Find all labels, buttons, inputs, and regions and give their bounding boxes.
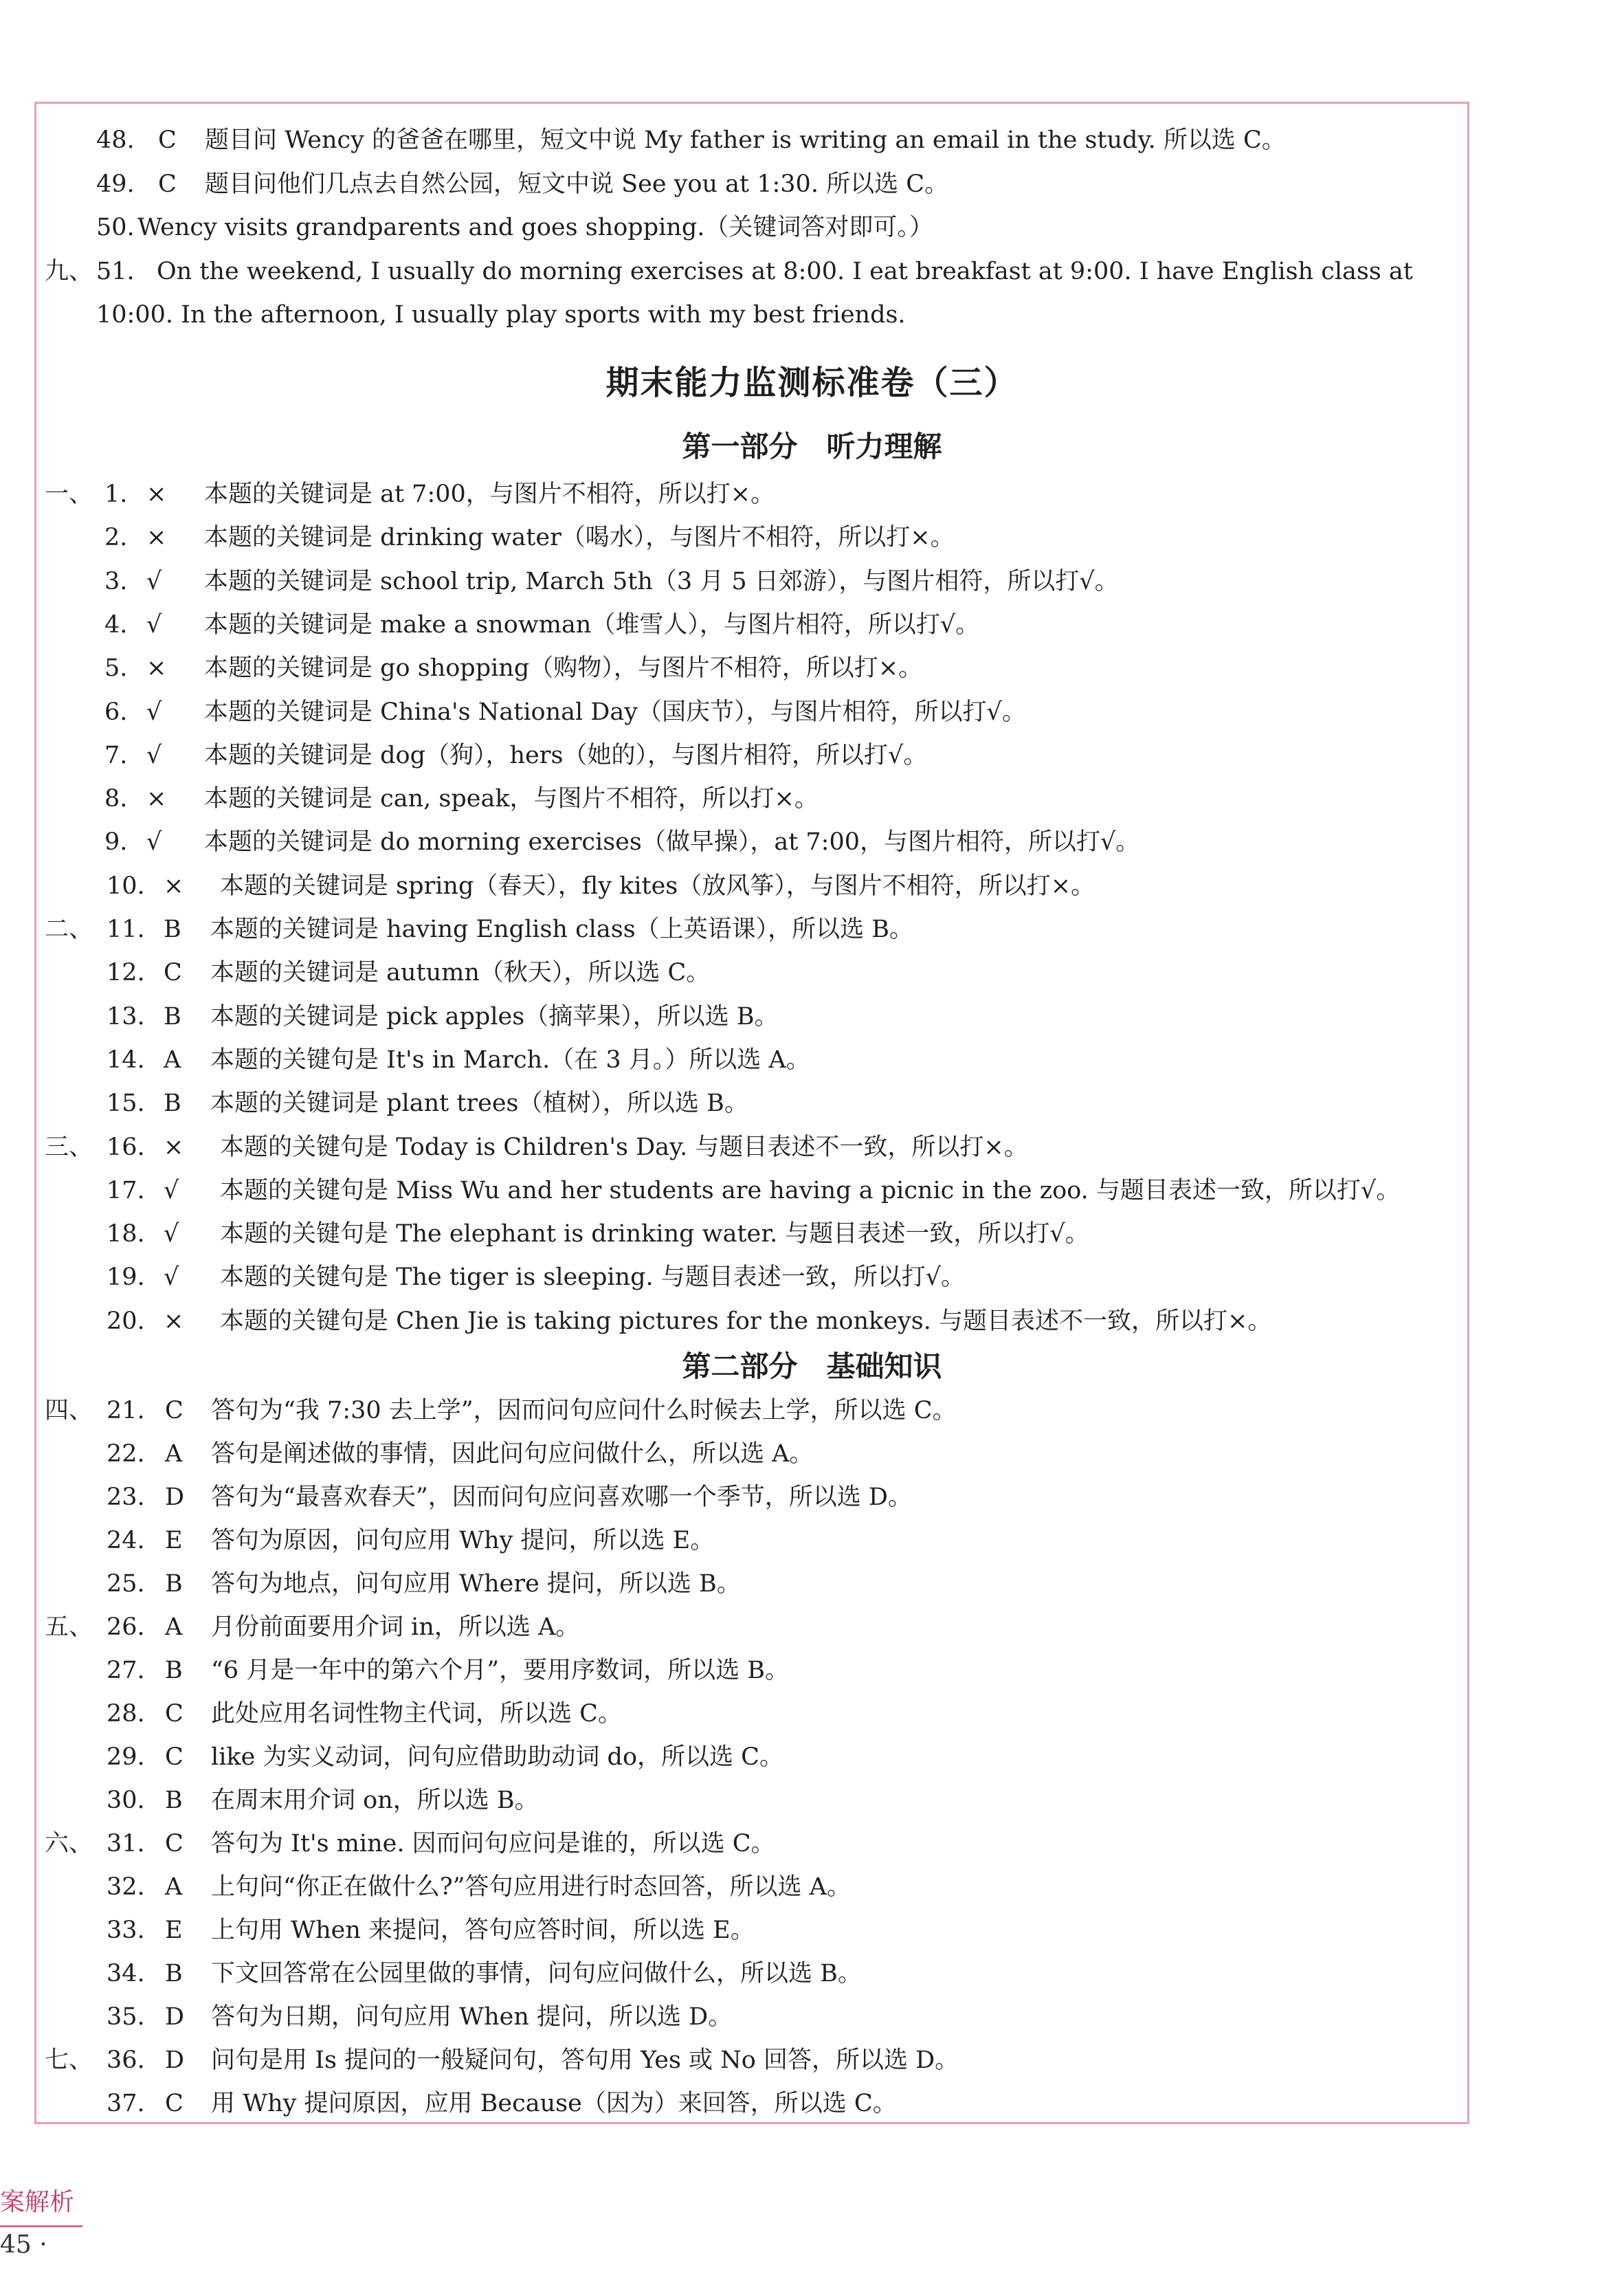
answer-line <box>0 2090 1581 2117</box>
answer-key: B <box>164 1002 181 1030</box>
explanation-text: 本题的关键词是 make a snowman（堆雪人），与图片相符，所以打√。 <box>204 610 980 639</box>
answer-key: √ <box>164 1176 179 1204</box>
question-number: 35. <box>107 2003 145 2031</box>
answer-key: √ <box>164 1264 179 1292</box>
explanation-text: 本题的关键词是 dog（狗），hers（她的），与图片相符，所以打√。 <box>204 741 928 769</box>
question-number: 23. <box>107 1484 145 1511</box>
answer-line <box>0 481 1581 508</box>
explanation-text: 本题的关键句是 It's in March.（在 3 月。）所以选 A。 <box>210 1046 810 1074</box>
explanation-text: 问句是用 Is 提问的一般疑问句，答句用 Yes 或 No 回答，所以选 D。 <box>211 2047 959 2074</box>
section-marker: 一、 <box>45 481 93 508</box>
answer-line <box>0 611 1581 639</box>
answer-key: × <box>146 785 167 813</box>
question-number: 31. <box>107 1830 145 1857</box>
answer-key: A <box>164 1046 181 1074</box>
answer-key: B <box>165 1960 183 1987</box>
question-number: 2. <box>104 524 128 552</box>
answer-key: B <box>164 916 181 943</box>
answer-line <box>0 1743 1581 1771</box>
explanation-text: 本题的关键词是 autumn（秋天），所以选 C。 <box>210 959 711 987</box>
answer-line <box>0 959 1581 986</box>
answer-line <box>0 1613 1581 1641</box>
explanation-text: On the weekend, I usually do morning exercises at 8:00. I eat breakfast at 9:00. I have English class at <box>157 257 1413 285</box>
question-number: 18. <box>107 1220 145 1248</box>
explanation-text: 月份前面要用介词 in，所以选 A。 <box>211 1613 580 1641</box>
section-marker: 三、 <box>45 1133 93 1161</box>
answer-line <box>0 1220 1581 1248</box>
explanation-text: 本题的关键句是 Today is Children's Day. 与题目表述不一致，所以打×。 <box>220 1133 1028 1161</box>
answer-key: A <box>165 1873 183 1901</box>
footer-label: 案解析 <box>0 2188 75 2216</box>
answer-key: C <box>165 2090 183 2117</box>
explanation-text: 答句为日期，问句应用 When 提问，所以选 D。 <box>211 2003 733 2031</box>
answer-key: C <box>165 1700 183 1728</box>
answer-line <box>0 1308 1581 1335</box>
answer-line <box>0 916 1581 943</box>
section-marker: 五、 <box>45 1613 93 1641</box>
answer-line <box>0 828 1581 856</box>
answer-line <box>0 1484 1581 1511</box>
question-number: 33. <box>107 1917 145 1944</box>
question-number: 49. <box>96 170 135 198</box>
answer-key: × <box>146 654 167 683</box>
answer-line <box>0 1177 1581 1204</box>
question-number: 27. <box>107 1657 145 1684</box>
answer-line <box>0 872 1581 900</box>
answer-line <box>0 1960 1581 1987</box>
question-number: 6. <box>104 698 128 726</box>
answer-key: C <box>164 959 182 987</box>
answer-line <box>0 785 1581 813</box>
explanation-text: 题目问他们几点去自然公园，短文中说 See you at 1:30. 所以选 C。 <box>205 170 948 198</box>
answer-key: √ <box>146 741 162 769</box>
question-number: 32. <box>107 1873 145 1901</box>
question-number: 36. <box>107 2047 145 2074</box>
question-number: 14. <box>107 1046 145 1074</box>
question-number: 50. <box>96 214 135 241</box>
explanation-text: 下文回答常在公园里做的事情，问句应问做什么，所以选 B。 <box>211 1960 862 1987</box>
explanation-text: 本题的关键词是 can, speak，与图片不相符，所以打×。 <box>204 785 819 813</box>
section-heading-listening: 第一部分 听力理解 <box>682 430 942 463</box>
explanation-text: Wency visits grandparents and goes shopping.（关键词答对即可。） <box>137 214 933 241</box>
answer-key: A <box>165 1440 183 1468</box>
explanation-text: 本题的关键句是 The tiger is sleeping. 与题目表述一致，所以打√。 <box>220 1264 966 1292</box>
explanation-text: 题目问 Wency 的爸爸在哪里，短文中说 My father is writing an email in the study. 所以选 C。 <box>205 126 1286 154</box>
answer-key: C <box>158 126 177 154</box>
explanation-text: 本题的关键词是 at 7:00，与图片不相符，所以打×。 <box>204 481 775 508</box>
answer-line <box>0 1003 1581 1030</box>
answer-key: B <box>165 1570 183 1598</box>
question-number: 25. <box>107 1570 145 1598</box>
explanation-text: 此处应用名词性物主代词，所以选 C。 <box>211 1700 622 1728</box>
question-number: 5. <box>104 654 128 683</box>
answer-key: × <box>164 1133 184 1161</box>
question-number: 4. <box>104 610 128 639</box>
answer-key: × <box>164 872 184 900</box>
answer-line <box>0 1046 1581 1074</box>
question-number: 34. <box>107 1960 145 1987</box>
question-number: 11. <box>107 916 145 943</box>
section-marker: 四、 <box>45 1397 93 1424</box>
question-number: 13. <box>107 1002 145 1030</box>
explanation-text: 答句为“我 7:30 去上学”，因而问句应问什么时候去上学，所以选 C。 <box>211 1397 957 1424</box>
explanation-text: 10:00. In the afternoon, I usually play sports with my best friends. <box>96 301 906 329</box>
explanation-text: 本题的关键句是 Miss Wu and her students are having a picnic in the zoo. 与题目表述一致，所以打√。 <box>220 1176 1401 1204</box>
question-number: 22. <box>107 1440 145 1468</box>
answer-line <box>0 1527 1581 1554</box>
answer-key: √ <box>146 567 162 595</box>
answer-key: C <box>165 1397 183 1424</box>
explanation-text: 答句是阐述做的事情，因此问句应问做什么，所以选 A。 <box>211 1440 814 1468</box>
explanation-text: 本题的关键词是 go shopping（购物），与图片不相符，所以打×。 <box>204 654 923 683</box>
question-number: 48. <box>96 126 135 154</box>
answer-key: √ <box>146 610 162 639</box>
answer-key: E <box>165 1527 183 1554</box>
answer-line <box>0 2003 1581 2031</box>
question-number: 16. <box>107 1133 145 1161</box>
answer-line <box>0 1264 1581 1291</box>
explanation-text: 本题的关键词是 spring（春天），fly kites（放风筝），与图片不相符，所以打×。 <box>220 872 1095 900</box>
question-number: 24. <box>107 1527 145 1554</box>
explanation-text: 本题的关键词是 China's National Day（国庆节），与图片相符，所以打√。 <box>204 698 1026 726</box>
answer-key: × <box>146 481 167 508</box>
answer-line <box>0 301 1581 329</box>
explanation-text: 上句问“你正在做什么?”答句应用进行时态回答，所以选 A。 <box>211 1873 851 1901</box>
answer-key: C <box>158 170 177 198</box>
explanation-text: like 为实义动词，问句应借助助动词 do，所以选 C。 <box>211 1743 783 1771</box>
answer-line <box>0 568 1581 595</box>
explanation-text: 用 Why 提问原因，应用 Because（因为）来回答，所以选 C。 <box>211 2090 897 2117</box>
answer-line <box>0 214 1581 241</box>
page-number: 45 · <box>0 2231 47 2259</box>
answer-key: √ <box>164 1220 179 1248</box>
answer-line <box>0 1570 1581 1598</box>
explanation-text: 答句为“最喜欢春天”，因而问句应问喜欢哪一个季节，所以选 D。 <box>211 1484 912 1511</box>
question-number: 8. <box>104 785 128 813</box>
explanation-text: 答句为地点，问句应用 Where 提问，所以选 B。 <box>211 1570 741 1598</box>
explanation-text: 本题的关键词是 do morning exercises（做早操），at 7:00，与图片相符，所以打√。 <box>204 828 1140 857</box>
question-number: 12. <box>107 959 145 987</box>
explanation-text: 在周末用介词 on，所以选 B。 <box>211 1787 539 1814</box>
question-number: 3. <box>104 567 128 595</box>
answer-line <box>0 1787 1581 1814</box>
question-number: 7. <box>104 741 128 769</box>
section-marker: 七、 <box>45 2047 93 2074</box>
explanation-text: “6 月是一年中的第六个月”，要用序数词，所以选 B。 <box>211 1657 790 1684</box>
question-number: 19. <box>107 1264 145 1292</box>
question-number: 30. <box>107 1787 145 1814</box>
page-title: 期末能力监测标准卷（三） <box>605 364 1019 402</box>
question-number: 28. <box>107 1700 145 1728</box>
answer-line <box>0 126 1581 154</box>
answer-line <box>0 1830 1581 1857</box>
explanation-text: 答句为原因，问句应用 Why 提问，所以选 E。 <box>211 1527 715 1554</box>
explanation-text: 上句用 When 来提问，答句应答时间，所以选 E。 <box>211 1917 755 1944</box>
answer-key: × <box>164 1307 184 1335</box>
question-number: 20. <box>107 1307 145 1335</box>
answer-line <box>0 1873 1581 1901</box>
answer-key: B <box>165 1657 183 1684</box>
answer-line <box>0 742 1581 769</box>
explanation-text: 本题的关键句是 The elephant is drinking water. 与题目表述一致，所以打√。 <box>220 1220 1089 1248</box>
section-marker: 二、 <box>45 916 93 943</box>
question-number: 26. <box>107 1613 145 1641</box>
answer-line <box>0 1657 1581 1684</box>
answer-line <box>0 654 1581 682</box>
section-marker: 九、 <box>45 257 93 285</box>
question-number: 9. <box>104 828 128 857</box>
answer-key: D <box>165 1484 185 1511</box>
explanation-text: 本题的关键词是 drinking water（喝水），与图片不相符，所以打×。 <box>204 524 955 552</box>
answer-line <box>0 170 1581 198</box>
answer-line <box>0 1700 1581 1728</box>
answer-line <box>0 524 1581 551</box>
answer-line <box>0 1134 1581 1161</box>
explanation-text: 本题的关键词是 having English class（上英语课），所以选 B。 <box>210 916 914 943</box>
section-heading-basics: 第二部分 基础知识 <box>682 1349 942 1383</box>
answer-key: B <box>164 1090 181 1118</box>
explanation-text: 本题的关键词是 school trip, March 5th（3 月 5 日郊游），与图片相符，所以打√。 <box>204 567 1119 595</box>
question-number: 37. <box>107 2090 145 2117</box>
answer-key: E <box>165 1917 183 1944</box>
explanation-text: 本题的关键词是 pick apples（摘苹果），所以选 B。 <box>210 1002 779 1030</box>
question-number: 1. <box>104 481 128 508</box>
question-number: 10. <box>107 872 145 900</box>
question-number: 51. <box>96 257 135 285</box>
answer-key: √ <box>146 828 162 857</box>
answer-line <box>0 1397 1581 1424</box>
question-number: 21. <box>107 1397 145 1424</box>
answer-key: D <box>165 2003 185 2031</box>
answer-line <box>0 2047 1581 2074</box>
answer-key: D <box>165 2047 185 2074</box>
answer-key: × <box>146 524 167 552</box>
explanation-text: 答句为 It's mine. 因而问句应问是谁的，所以选 C。 <box>211 1830 775 1857</box>
explanation-text: 本题的关键词是 plant trees（植树），所以选 B。 <box>210 1090 748 1118</box>
answer-line <box>0 1440 1581 1468</box>
question-number: 17. <box>107 1176 145 1204</box>
section-marker: 六、 <box>45 1830 93 1857</box>
footer-rule <box>0 2225 82 2227</box>
answer-line <box>0 258 1581 285</box>
answer-key: B <box>165 1787 183 1814</box>
answer-key: C <box>165 1830 183 1857</box>
question-number: 15. <box>107 1090 145 1118</box>
answer-key: √ <box>146 698 162 726</box>
answer-line <box>0 698 1581 726</box>
question-number: 29. <box>107 1743 145 1771</box>
answer-line <box>0 1917 1581 1944</box>
answer-line <box>0 1090 1581 1117</box>
explanation-text: 本题的关键句是 Chen Jie is taking pictures for the monkeys. 与题目表述不一致，所以打×。 <box>220 1307 1272 1335</box>
answer-key: C <box>165 1743 183 1771</box>
answer-key: A <box>165 1613 183 1641</box>
